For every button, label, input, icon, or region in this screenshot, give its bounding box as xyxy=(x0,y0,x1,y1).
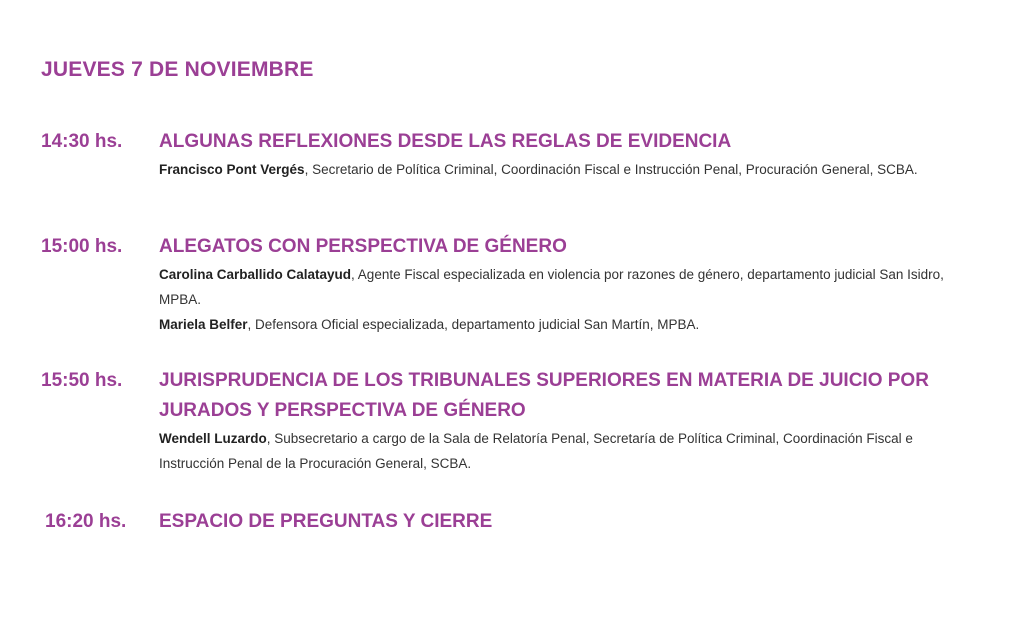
speaker-role: , Subsecretario a cargo de la Sala de Relatoría Penal, Secretaría de Política Criminal, Coordinación Fiscal e Instrucción Penal de la Procuración General, SCBA. xyxy=(159,431,913,471)
speaker-name: Wendell Luzardo xyxy=(159,431,267,446)
session-body xyxy=(159,236,949,337)
speaker xyxy=(159,157,949,182)
speaker xyxy=(159,426,939,476)
session-title: JURISPRUDENCIA DE LOS TRIBUNALES SUPERIORES EN MATERIA DE JUICIO POR JURADOS Y PERSPECTIVA DE GÉNERO xyxy=(159,370,929,421)
day-heading: JUEVES 7 DE NOVIEMBRE xyxy=(41,58,314,81)
speaker-name: Carolina Carballido Calatayud xyxy=(159,267,352,282)
speaker-role: , Defensora Oficial especializada, departamento judicial San Martín, MPBA. xyxy=(247,317,700,332)
speaker-role: , Secretario de Política Criminal, Coordinación Fiscal e Instrucción Penal, Procuración General, SCBA. xyxy=(304,162,918,177)
speaker-name: Mariela Belfer xyxy=(159,317,248,332)
speaker-name: Francisco Pont Vergés xyxy=(159,162,305,177)
session-title: ESPACIO DE PREGUNTAS Y CIERRE xyxy=(159,511,493,532)
session-title: ALGUNAS REFLEXIONES DESDE LAS REGLAS DE EVIDENCIA xyxy=(159,131,732,152)
session-time: 16:20 hs. xyxy=(45,511,127,532)
session-body xyxy=(159,511,949,537)
speaker xyxy=(159,312,949,337)
session-time: 15:00 hs. xyxy=(41,236,123,257)
session-body xyxy=(159,370,939,476)
session-title: ALEGATOS CON PERSPECTIVA DE GÉNERO xyxy=(159,236,567,257)
speaker xyxy=(159,262,949,312)
session-body xyxy=(159,131,949,182)
speaker-role: , Agente Fiscal especializada en violencia por razones de género, departamento judicial San Isidro, MPBA. xyxy=(159,267,944,307)
session-time: 14:30 hs. xyxy=(41,131,123,152)
session-time: 15:50 hs. xyxy=(41,370,123,391)
